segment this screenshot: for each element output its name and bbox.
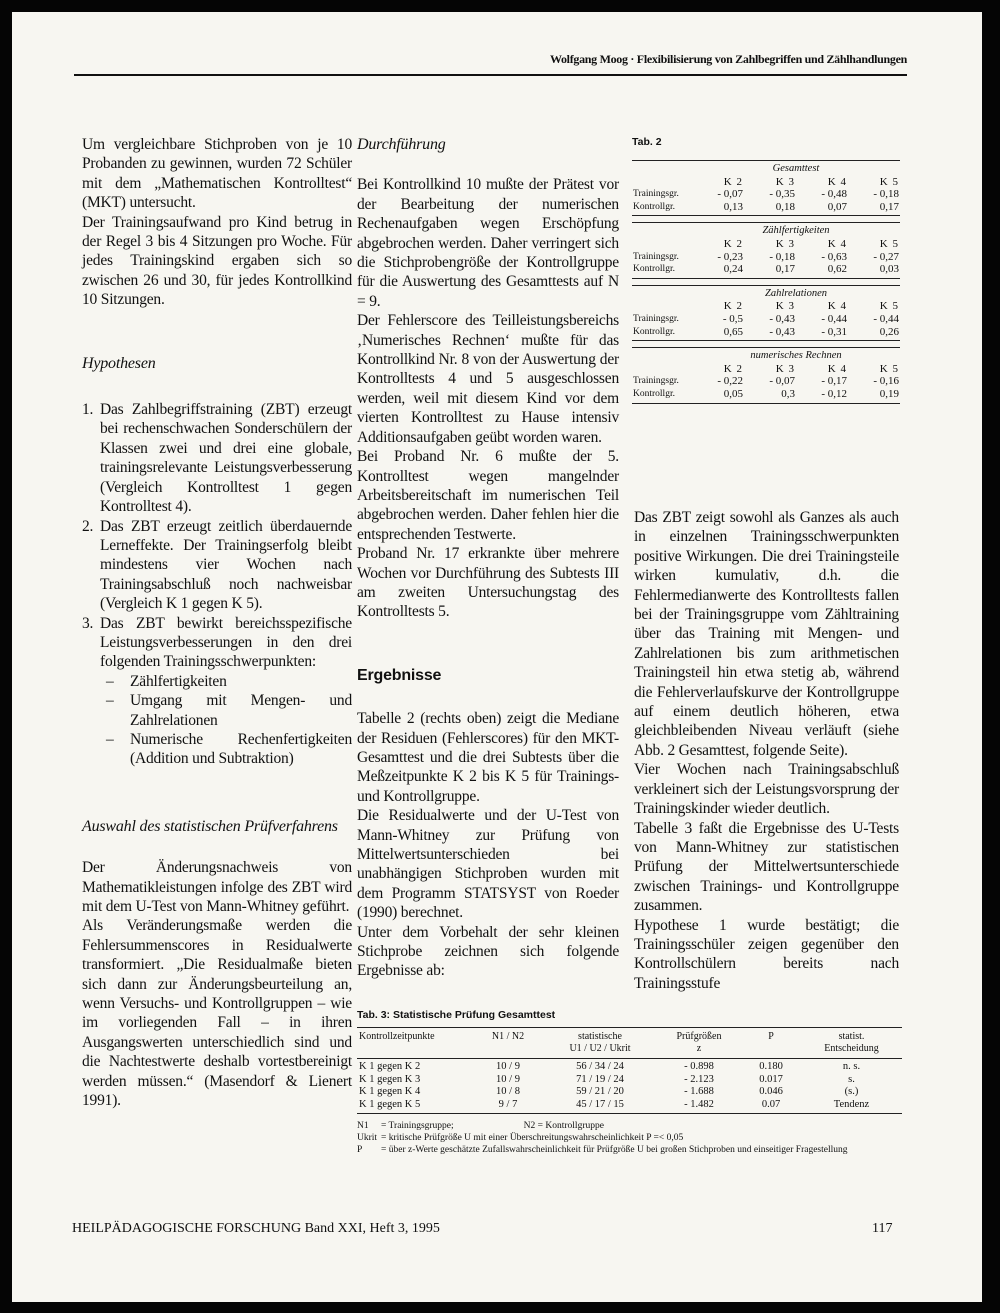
table-cell: 0,65 bbox=[692, 326, 744, 341]
statistics-heading: Auswahl des statistischen Prüfverfahrens bbox=[82, 817, 338, 835]
table-2-title: Tab. 2 bbox=[632, 136, 662, 148]
table-cell: 0,62 bbox=[796, 263, 848, 278]
legend-definition: = über z-Werte geschätzte Zufallswahrscheinlichkeit für Prüfgröße U bei großen Stichproben und einseitiger Fragestellung bbox=[381, 1145, 848, 1155]
legend-key: Ukrit bbox=[357, 1133, 378, 1143]
table-cell: 0,13 bbox=[692, 201, 744, 216]
table-cell: - 0,31 bbox=[796, 326, 848, 341]
table-cell: 10 / 9 bbox=[496, 1073, 520, 1085]
table-3-grid bbox=[357, 1027, 902, 1114]
table-cell: 10 / 8 bbox=[496, 1086, 520, 1097]
column-header: K 3 bbox=[775, 362, 795, 375]
hypothesis-item bbox=[82, 614, 352, 769]
table-cell: 0.180 bbox=[759, 1061, 783, 1072]
procedure-paragraph-2: Der Fehlerscore des Teilleistungsbereichs ‚Numerisches Rechnen‘ mußte für das Kontrollkind Nr. 8 von der Auswertung der Kontrolltests 4 und 5 ausgeschlossen werden, weil mit diesem Kind vor dem vierten Kontrolltest zu Hause intensiv Additionsaufgaben geübt worden waren. bbox=[357, 312, 619, 446]
table-cell: - 0,5 bbox=[722, 312, 743, 325]
row-label: Trainingsgr. bbox=[633, 189, 679, 200]
legend-key: P bbox=[357, 1145, 363, 1155]
table-row bbox=[632, 313, 900, 326]
col-header bbox=[657, 1028, 741, 1059]
header-spacer bbox=[632, 238, 692, 251]
table-cell: 0,26 bbox=[848, 326, 900, 341]
row-label: Trainingsgr. bbox=[633, 376, 679, 387]
table-cell: K 1 gegen K 2 bbox=[359, 1061, 421, 1072]
table-cell: 56 / 34 / 24 bbox=[576, 1061, 624, 1072]
col-header-line: statist. bbox=[838, 1031, 865, 1042]
page-number: 117 bbox=[872, 1221, 893, 1236]
col-header bbox=[801, 1028, 902, 1059]
section-name: Gesamttest bbox=[692, 161, 900, 176]
legend-text bbox=[381, 1120, 902, 1132]
hypothesis-text: Das ZBT erzeugt zeitlich überdauernde Lerneffekte. Der Trainingserfolg bleibt mindestens vier Wochen nach Trainingsabschluß noch nachweisbar (Vergleich K 1 gegen K 5). bbox=[100, 517, 352, 613]
column-header: K 4 bbox=[827, 300, 847, 313]
spacer-row bbox=[632, 341, 900, 348]
header-spacer bbox=[632, 363, 692, 376]
table-cell: 0,17 bbox=[744, 263, 796, 278]
hypothesis-item bbox=[82, 517, 352, 614]
results-paragraph-1: Tabelle 2 (rechts oben) zeigt die Mediane der Residuen (Fehlerscores) für den MKT-Gesamttest und die drei Subtests über die Meßzeitpunkte K 2 bis K 5 für Trainings- und Kontrollgruppe. bbox=[357, 710, 619, 805]
table-row bbox=[632, 188, 900, 201]
table-row bbox=[632, 388, 900, 403]
table-row bbox=[632, 375, 900, 388]
table-cell: 59 / 21 / 20 bbox=[576, 1086, 624, 1097]
col-header-line: Prüfgrößen bbox=[676, 1031, 722, 1042]
legend-definition: = Trainingsgruppe; bbox=[381, 1121, 454, 1131]
hypotheses-list bbox=[82, 400, 352, 769]
hypothesis-text: Das ZBT bewirkt bereichsspezifische Leistungsverbesserungen in den drei folgenden Trainingsschwerpunkten: bbox=[100, 614, 352, 671]
table-cell: s. bbox=[848, 1073, 855, 1085]
spacer-row bbox=[632, 216, 900, 223]
table-2 bbox=[632, 136, 900, 404]
column-header: K 5 bbox=[879, 362, 899, 375]
table-cell: - 0,18 bbox=[873, 188, 899, 201]
col-header: N1 / N2 bbox=[473, 1028, 543, 1059]
header-spacer bbox=[632, 176, 692, 189]
table-cell: - 0,44 bbox=[821, 312, 847, 325]
findings-paragraph-4: Hypothese 1 wurde bestätigt; die Trainingsschüler zeigen gegenüber den Kontrollschülern bereits nach Trainingsstufe bbox=[634, 916, 899, 992]
table-cell: 0,03 bbox=[848, 263, 900, 278]
table-3-header bbox=[357, 1028, 902, 1059]
section-spacer bbox=[632, 223, 692, 238]
statistics-paragraph-2: Als Veränderungsmaße werden die Fehlersummenscores in Residualwerte transformiert. „Die Residualmaße bieten sich dann zur Änderungsbeurteilung an, wenn Versuchs- und Kontrollgruppen – wie im vorliegenden Fall – in ihren Ausgangswerten unterschiedlich sind und die Nachtestwerte deshalb vortestbereinigt werden müssen.“ (Masendorf & Lienert 1991). bbox=[82, 917, 352, 1110]
intro-paragraph-2: Der Trainingsaufwand pro Kind betrug in der Regel 3 bis 4 Sitzungen pro Woche. Für jedes Trainingskind ergaben sich so zwischen 26 und 30, für jedes Kontrollkind 10 Sitzungen. bbox=[82, 213, 352, 309]
column-header: K 5 bbox=[879, 237, 899, 250]
col-header-line: Entscheidung bbox=[824, 1043, 879, 1054]
table-cell: - 0,35 bbox=[769, 188, 795, 201]
column-right bbox=[634, 508, 899, 993]
legend-key: N1 bbox=[357, 1121, 369, 1131]
table-cell: 9 / 7 bbox=[473, 1099, 543, 1114]
table-cell: 0,19 bbox=[848, 388, 900, 403]
table-row bbox=[357, 1074, 902, 1087]
row-label: Kontrollgr. bbox=[632, 201, 692, 216]
table-cell: 0.046 bbox=[759, 1086, 783, 1097]
table-row bbox=[632, 201, 900, 216]
focus-item: – Zählfertigkeiten bbox=[100, 672, 352, 691]
legend-row bbox=[357, 1132, 902, 1144]
hypothesis-number: 2. bbox=[82, 517, 94, 535]
row-label: Kontrollgr. bbox=[632, 263, 692, 278]
table-cell: - 0,48 bbox=[821, 188, 847, 201]
row-label: Kontrollgr. bbox=[632, 388, 692, 403]
table-cell: - 0,18 bbox=[769, 250, 795, 263]
column-header: K 2 bbox=[723, 237, 743, 250]
hypothesis-text: Das Zahlbegriffstraining (ZBT) erzeugt bei rechenschwachen Sonderschülern der Klassen zwei und drei eine globale, trainingsrelevante Leistungsverbesserung (Vergleich Kontrolltest 1 gegen Kontrolltest 4). bbox=[100, 401, 352, 516]
spacer-cell bbox=[632, 278, 900, 285]
table-cell: - 0,43 bbox=[769, 312, 795, 325]
table-cell: 10 / 9 bbox=[496, 1061, 520, 1072]
table-cell: - 0,22 bbox=[717, 375, 743, 388]
section-row bbox=[632, 223, 900, 238]
statistics-paragraph-1: Der Änderungsnachweis von Mathematikleistungen infolge des ZBT wird mit dem U-Test von Mann-Whitney geführt. bbox=[82, 859, 352, 915]
column-middle bbox=[357, 135, 619, 981]
table-cell: 0,05 bbox=[692, 388, 744, 403]
legend-definition-2: N2 = Kontrollgruppe bbox=[523, 1121, 604, 1131]
focus-list bbox=[100, 672, 352, 769]
section-spacer bbox=[632, 285, 692, 300]
section-name: Zählfertigkeiten bbox=[692, 223, 900, 238]
running-header: Wolfgang Moog · Flexibilisierung von Zahlbegriffen und Zählhandlungen bbox=[549, 52, 907, 66]
column-header: K 2 bbox=[723, 362, 743, 375]
column-header: K 2 bbox=[723, 300, 743, 313]
table-cell: - 1.688 bbox=[684, 1086, 714, 1097]
table-row bbox=[357, 1099, 902, 1114]
procedure-heading: Durchführung bbox=[357, 136, 446, 153]
table-cell: - 0,23 bbox=[717, 250, 743, 263]
table-row bbox=[632, 263, 900, 278]
column-header: K 4 bbox=[827, 362, 847, 375]
table-cell: Tendenz bbox=[801, 1099, 902, 1114]
procedure-paragraph-1: Bei Kontrollkind 10 mußte der Prätest vor der Bearbeitung der numerischen Rechenaufgaben wegen Erschöpfung abgebrochen werden. Daher verringert sich die Stichprobengröße der Kontrollgruppe für die Auswertung des Gesamttests auf N = 9. bbox=[357, 176, 619, 310]
section-name: Zahlrelationen bbox=[692, 285, 900, 300]
table-row bbox=[632, 251, 900, 264]
table-cell: - 0,27 bbox=[873, 250, 899, 263]
legend-definition: = kritische Prüfgröße U mit einer Überschreitungswahrscheinlichkeit P =< 0,05 bbox=[381, 1133, 684, 1143]
table-cell: 71 / 19 / 24 bbox=[576, 1073, 624, 1085]
column-header: K 2 bbox=[723, 175, 743, 188]
table-3-legend bbox=[357, 1120, 902, 1156]
table-cell: K 1 gegen K 3 bbox=[359, 1073, 421, 1085]
table-cell: - 0.898 bbox=[684, 1061, 714, 1072]
table-cell: 45 / 17 / 15 bbox=[543, 1099, 657, 1114]
spacer-cell bbox=[632, 341, 900, 348]
table-cell: n. s. bbox=[842, 1061, 861, 1072]
hypothesis-item bbox=[82, 400, 352, 516]
table-2-grid bbox=[632, 160, 900, 404]
focus-item: – Numerische Rechenfertigkeiten (Addition und Subtraktion) bbox=[100, 730, 352, 769]
table-cell: K 1 gegen K 4 bbox=[359, 1086, 421, 1097]
procedure-paragraph-3: Bei Proband Nr. 6 mußte der 5. Kontrolltest wegen mangelnder Arbeitsbereitschaft im numerischen Teil abgebrochen werden. Daher fehlen hier die entsprechenden Testwerte. bbox=[357, 448, 619, 543]
table-cell: - 0,17 bbox=[821, 375, 847, 388]
table-cell: - 2.123 bbox=[684, 1073, 714, 1085]
section-name: numerisches Rechnen bbox=[692, 348, 900, 363]
table-cell: (s.) bbox=[844, 1086, 859, 1097]
procedure-paragraph-4: Proband Nr. 17 erkrankte über mehrere Wochen vor Durchführung des Subtests III am zweiten Untersuchungstag des Kontrolltests 5. bbox=[357, 545, 619, 621]
table-cell: - 0,63 bbox=[821, 250, 847, 263]
table-cell: - 0,07 bbox=[769, 375, 795, 388]
row-label: Trainingsgr. bbox=[633, 251, 679, 262]
results-paragraph-3: Unter dem Vorbehalt der sehr kleinen Stichprobe zeichnen sich folgende Ergebnisse ab: bbox=[357, 923, 619, 980]
table-cell: - 0,16 bbox=[873, 375, 899, 388]
journal-footer: HEILPÄDAGOGISCHE FORSCHUNG Band XXI, Heft 3, 1995 bbox=[72, 1221, 440, 1236]
section-row bbox=[632, 285, 900, 300]
section-row bbox=[632, 161, 900, 176]
column-header-row bbox=[632, 176, 900, 189]
section-spacer bbox=[632, 161, 692, 176]
table-cell: 0,18 bbox=[744, 201, 796, 216]
table-cell: - 1.482 bbox=[657, 1099, 741, 1114]
column-header: K 5 bbox=[879, 175, 899, 188]
table-cell: 0,17 bbox=[848, 201, 900, 216]
table-cell: 0,07 bbox=[796, 201, 848, 216]
table-cell: - 0,43 bbox=[744, 326, 796, 341]
section-row bbox=[632, 348, 900, 363]
col-header-line: z bbox=[696, 1043, 702, 1054]
spacer-cell bbox=[632, 216, 900, 223]
column-header-row bbox=[632, 363, 900, 376]
legend-text bbox=[381, 1144, 902, 1156]
spacer-row bbox=[632, 278, 900, 285]
header-rule bbox=[74, 74, 907, 76]
col-header-line: statistische bbox=[578, 1031, 622, 1042]
column-header-row bbox=[632, 300, 900, 313]
column-header: K 4 bbox=[827, 175, 847, 188]
column-header: K 5 bbox=[879, 300, 899, 313]
focus-item: – Umgang mit Mengen- und Zahlrelationen bbox=[100, 691, 352, 730]
column-left bbox=[82, 135, 352, 1110]
results-heading: Ergebnisse bbox=[357, 666, 442, 684]
col-header bbox=[543, 1028, 657, 1059]
hypothesis-number: 1. bbox=[82, 401, 94, 419]
column-header: K 3 bbox=[775, 237, 795, 250]
table-cell: - 0,07 bbox=[717, 188, 743, 201]
table-cell: 0,24 bbox=[692, 263, 744, 278]
col-header: P bbox=[741, 1028, 801, 1059]
findings-paragraph-2: Vier Wochen nach Trainingsabschluß verkleinert sich der Leistungsvorsprung der Trainingskinder wieder deutlich. bbox=[634, 761, 899, 818]
findings-paragraph-3: Tabelle 3 faßt die Ergebnisse des U-Tests von Mann-Whitney zur statistischen Prüfung der Mittelwertsunterschiede zwischen Trainings- und Kontrollgruppe zusammen. bbox=[634, 819, 899, 915]
page bbox=[12, 12, 982, 1302]
col-header-line: U1 / U2 / Ukrit bbox=[569, 1043, 631, 1054]
intro-paragraph-1: Um vergleichbare Stichproben von je 10 Probanden zu gewinnen, wurden 72 Schüler mit dem „Mathematischen Kontrolltest“ (MKT) untersucht. bbox=[82, 136, 352, 212]
legend-row bbox=[357, 1144, 902, 1156]
legend-text bbox=[381, 1132, 902, 1144]
table-cell: 0,3 bbox=[744, 388, 796, 403]
col-header: Kontrollzeitpunkte bbox=[357, 1028, 473, 1059]
table-cell: K 1 gegen K 5 bbox=[357, 1099, 473, 1114]
table-3-title: Tab. 3: Statistische Prüfung Gesamttest bbox=[357, 1009, 556, 1021]
column-header: K 3 bbox=[775, 300, 795, 313]
results-paragraph-2: Die Residualwerte und der U-Test von Mann-Whitney zur Prüfung von Mittelwertsunterschieden bei unabhängigen Stichproben wurden mit dem Programm STATSYST von Roeder (1990) berechnet. bbox=[357, 807, 619, 922]
header-spacer bbox=[632, 300, 692, 313]
hypothesis-number: 3. bbox=[82, 614, 94, 632]
table-3 bbox=[357, 1009, 902, 1156]
legend-row bbox=[357, 1120, 902, 1132]
table-cell: 0.07 bbox=[741, 1099, 801, 1114]
column-header: K 4 bbox=[827, 237, 847, 250]
hypotheses-heading: Hypothesen bbox=[82, 354, 156, 372]
column-header: K 3 bbox=[775, 175, 795, 188]
row-label: Kontrollgr. bbox=[632, 326, 692, 341]
table-cell: - 0,44 bbox=[873, 312, 899, 325]
findings-paragraph-1: Das ZBT zeigt sowohl als Ganzes als auch in einzelnen Trainingsschwerpunkten positive Wirkungen. Die drei Trainingsteile wirken kumulativ, d.h. die Fehlermedianwerte des Kontrolltests fallen bei der Trainingsgruppe vom Zähltraining über das Training mit Mengen- und Zahlrelationen bis zum arithmetischen Trainingsteil hin etwa stetig ab, während die Fehlerverlaufskurve der Kontrollgruppe auf einem deutlich höheren, etwa gleichbleibenden Niveau verläuft (siehe Abb. 2 Gesamttest, folgende Seite). bbox=[634, 509, 899, 759]
row-label: Trainingsgr. bbox=[633, 313, 679, 324]
table-cell: 0.017 bbox=[759, 1073, 783, 1085]
column-header-row bbox=[632, 238, 900, 251]
table-row bbox=[357, 1059, 902, 1074]
table-row bbox=[357, 1086, 902, 1099]
section-spacer bbox=[632, 348, 692, 363]
table-row bbox=[632, 326, 900, 341]
table-cell: - 0,12 bbox=[796, 388, 848, 403]
